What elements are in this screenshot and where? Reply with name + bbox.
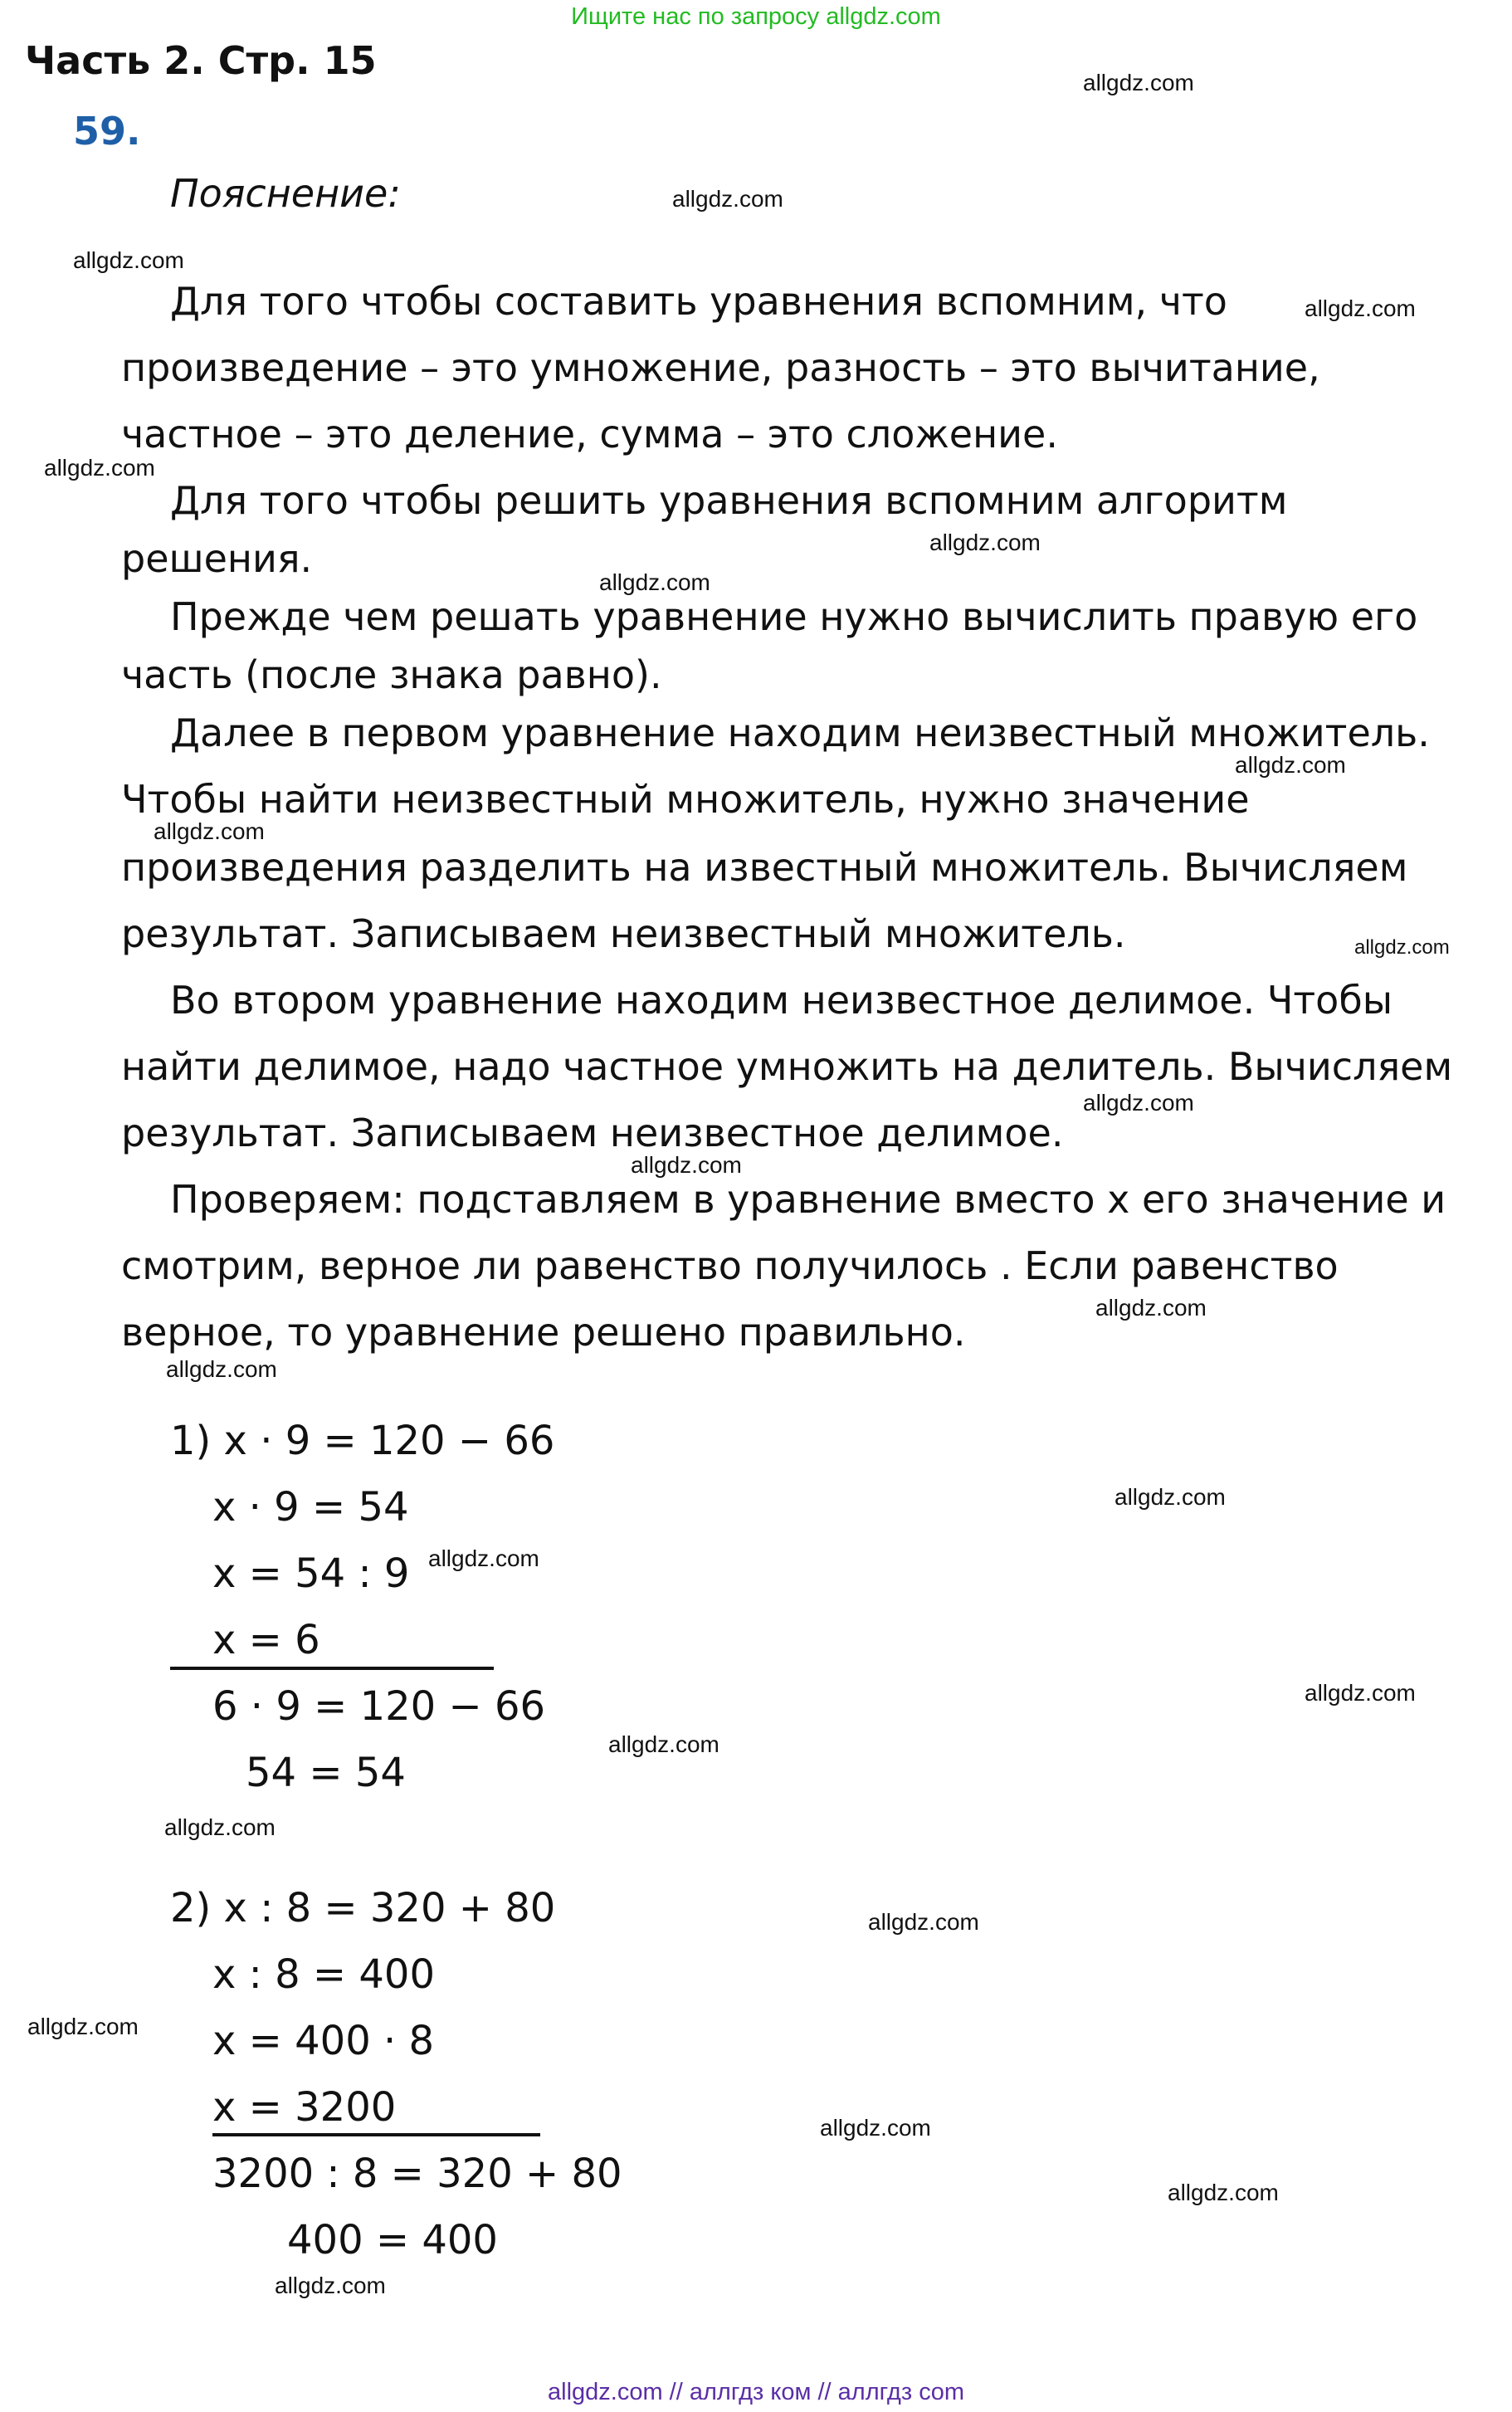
solution1-line: x · 9 = 54 (212, 1484, 409, 1531)
answer-underline (212, 2133, 540, 2136)
solution1-line: x = 6 (212, 1617, 320, 1663)
paragraph-line: результат. Записываем неизвестный множитель. (121, 911, 1126, 956)
watermark: allgdz.com (929, 530, 1041, 555)
watermark: allgdz.com (275, 2273, 386, 2298)
watermark: allgdz.com (166, 1356, 277, 1382)
paragraph-line: Чтобы найти неизвестный множитель, нужно значение (121, 777, 1250, 822)
watermark: allgdz.com (1083, 1090, 1194, 1116)
watermark: allgdz.com (672, 186, 783, 212)
solution2-line: 2) x : 8 = 320 + 80 (170, 1885, 556, 1931)
paragraph-line: часть (после знака равно). (121, 652, 662, 697)
solution1-line: x = 54 : 9 (212, 1550, 410, 1597)
watermark: allgdz.com (608, 1731, 719, 1757)
paragraph-line: найти делимое, надо частное умножить на делитель. Вычисляем (121, 1044, 1453, 1089)
paragraph-line: Для того чтобы решить уравнения вспомним алгоритм (170, 478, 1288, 523)
paragraph-line: Прежде чем решать уравнение нужно вычислить правую его (170, 594, 1418, 639)
paragraph-line: Далее в первом уравнение находим неизвестный множитель. (170, 710, 1430, 755)
page-title: Часть 2. Стр. 15 (25, 38, 377, 83)
watermark: allgdz.com (1083, 70, 1194, 95)
paragraph-line: частное – это деление, сумма – это сложение. (121, 412, 1058, 457)
solution1-line: 6 · 9 = 120 − 66 (212, 1683, 546, 1730)
watermark: allgdz.com (1168, 2180, 1279, 2205)
solution2-line: x : 8 = 400 (212, 1951, 435, 1998)
watermark: allgdz.com (27, 2014, 139, 2039)
paragraph-line: произведение – это умножение, разность – это вычитание, (121, 345, 1320, 390)
watermark: allgdz.com (1305, 295, 1416, 321)
watermark: allgdz.com (1095, 1295, 1207, 1321)
paragraph-line: смотрим, верное ли равенство получилось . Если равенство (121, 1243, 1339, 1288)
paragraph-line: решения. (121, 536, 313, 581)
footer-links[interactable]: allgdz.com // аллгдз ком // аллгдз com (548, 2379, 964, 2405)
top-banner[interactable]: Ищите нас по запросу allgdz.com (571, 3, 941, 30)
solution2-line: 400 = 400 (287, 2217, 498, 2263)
watermark: allgdz.com (599, 569, 710, 595)
watermark: allgdz.com (428, 1545, 539, 1571)
task-number: 59. (73, 109, 141, 154)
watermark: allgdz.com (73, 247, 184, 273)
solution1-line: 54 = 54 (246, 1750, 406, 1796)
paragraph-line: произведения разделить на известный множитель. Вычисляем (121, 845, 1408, 890)
solution2-line: x = 400 · 8 (212, 2018, 435, 2064)
paragraph-line: Для того чтобы составить уравнения вспомним, что (170, 279, 1227, 324)
paragraph-line: Во втором уравнение находим неизвестное делимое. Чтобы (170, 978, 1393, 1023)
watermark: allgdz.com (164, 1814, 276, 1840)
watermark: allgdz.com (154, 818, 265, 844)
paragraph-line: результат. Записываем неизвестное делимое. (121, 1111, 1064, 1155)
watermark: allgdz.com (1235, 752, 1346, 778)
explanation-title: Пояснение: (170, 171, 401, 216)
answer-underline (170, 1667, 494, 1670)
solution1-line: 1) x · 9 = 120 − 66 (170, 1418, 555, 1464)
watermark: allgdz.com (1114, 1484, 1226, 1510)
watermark: allgdz.com (868, 1909, 979, 1935)
watermark: allgdz.com (1354, 936, 1450, 959)
watermark: allgdz.com (1305, 1680, 1416, 1706)
watermark: allgdz.com (44, 455, 155, 481)
paragraph-line: Проверяем: подставляем в уравнение вместо x его значение и (170, 1177, 1446, 1222)
watermark: allgdz.com (820, 2115, 931, 2141)
watermark: allgdz.com (631, 1152, 742, 1178)
solution2-line: x = 3200 (212, 2084, 397, 2131)
paragraph-line: верное, то уравнение решено правильно. (121, 1310, 966, 1355)
solution2-line: 3200 : 8 = 320 + 80 (212, 2151, 622, 2197)
